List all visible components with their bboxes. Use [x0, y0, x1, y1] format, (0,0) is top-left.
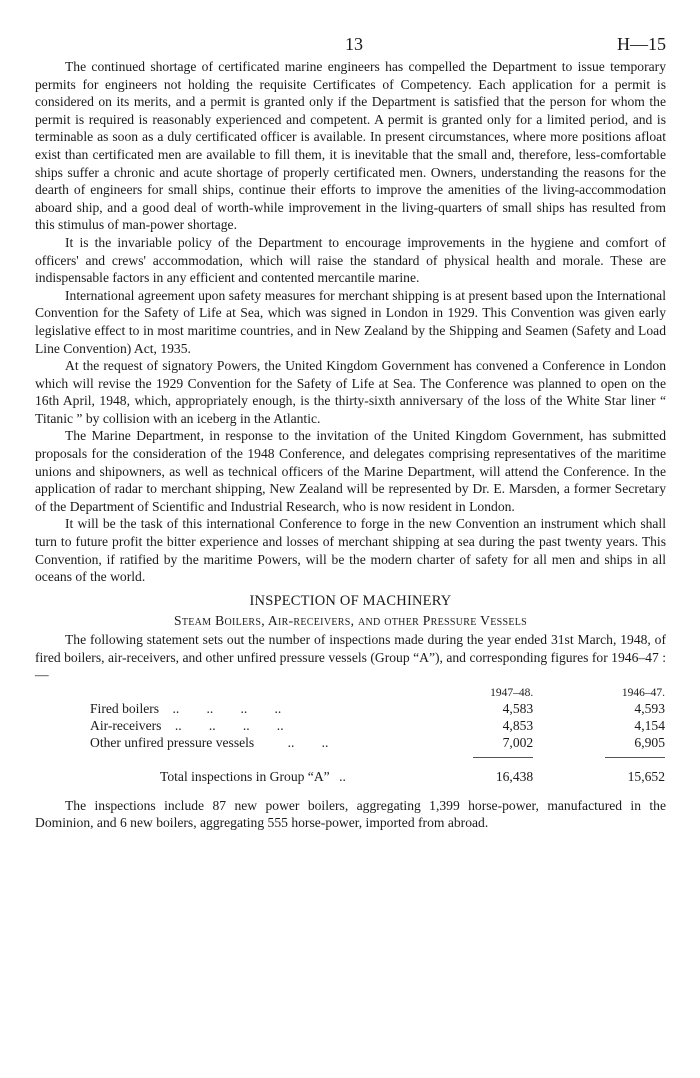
paragraph: It is the invariable policy of the Department to encourage improvements in the hygiene and comfort of officers' and crews' accommodation, which will raise the standard of physical health and morale. These are indispensable factors in any efficient and contented mercantile marine.	[35, 234, 666, 286]
value-1947-48: 7,002	[502, 734, 534, 750]
page-number: 13	[345, 34, 363, 54]
sum-rule-row	[90, 751, 665, 768]
paragraph: The continued shortage of certificated marine engineers has compelled the Department to issue temporary permits for engineers not holding the requisite Certificates of Competency. Each application for a permit is considered on its merits, and a permit is granted only if the Department is satisfied that the person for whom the permit is required is reasonably experienced and competent. A permit is granted only for a limited period, and is terminable as soon as a duly certificated officer is available. In present circumstances, where more positions afloat exist than certificated men are available to fill them, it is inevitable that the small and, therefore, less-comfortable ships suffer a chronic and acute shortage of properly certificated men. Owners, understanding the reasons for the dearth of engineers for small ships, continue their efforts to improve the amenities of the living-accommodation aboard ship, and a good deal of worth-while improvement in the living-quarters of small ships has resulted from this stimulus of man-power shortage.	[35, 59, 666, 233]
table-row	[90, 734, 665, 751]
row-label: Air-receivers	[90, 717, 162, 733]
sum-rule	[473, 757, 533, 764]
row-label: Fired boilers	[90, 700, 160, 716]
dot-leader: ..	[339, 768, 346, 784]
column-header: 1946–47.	[621, 686, 665, 699]
column-header: 1947–48.	[490, 686, 534, 699]
table-row	[90, 717, 665, 734]
inspection-table	[90, 686, 665, 785]
paragraph: At the request of signatory Powers, the United Kingdom Government has convened a Conference in London which will revise the 1929 Convention for the Safety of Life at Sea. The Conference was planned to open on the 16th April, 1948, which, appropriately enough, is the thirty-sixth anniversary of the loss of the White Star liner “ Titanic ” by collision with an iceberg in the Atlantic.	[35, 358, 666, 426]
total-1947-48: 16,438	[495, 768, 534, 784]
paragraph: It will be the task of this international Conference to forge in the new Convention an instrument which shall turn to future profit the bitter experience and losses of merchant shipping at sea during the past twenty years. This Convention, if ratified by the maritime Powers, will be the modern charter of safety for all men and ships in all oceans of the world.	[35, 516, 666, 585]
table-header-row	[90, 686, 665, 700]
total-row	[90, 768, 665, 785]
dot-leader: .. .. .. ..	[172, 700, 282, 716]
dot-leader: .. .. .. ..	[174, 717, 284, 733]
section-heading: INSPECTION OF MACHINERY	[249, 592, 452, 609]
paragraph: The Marine Department, in response to the invitation of the United Kingdom Government, has submitted proposals for the consideration of the 1948 Conference, and delegates comprising representatives of the maritime unions and shipowners, as well as technical officers of the Marine Department, will attend the Conference. In the application of radar to merchant shipping, New Zealand will be represented by Dr. E. Marsden, a former Secretary of the Department of Scientific and Industrial Research, who is now resident in London.	[35, 428, 666, 514]
value-1947-48: 4,583	[502, 700, 534, 716]
value-1946-47: 6,905	[634, 734, 665, 750]
table-row	[90, 700, 665, 717]
value-1946-47: 4,154	[634, 717, 665, 733]
page-header	[35, 0, 666, 58]
dot-leader: .. ..	[287, 734, 329, 750]
total-1946-47: 15,652	[627, 768, 665, 784]
intro-paragraph: The following statement sets out the number of inspections made during the year ended 31st March, 1948, of fired boilers, air-receivers, and other unfired pressure vessels (Group “A”), and corresponding figures for 1946–47 :—	[35, 632, 666, 683]
value-1947-48: 4,853	[502, 717, 534, 733]
paragraph: International agreement upon safety measures for merchant shipping is at present based upon the International Convention for the Safety of Life at Sea, which was signed in London in 1929. This Convention was given early legislative effect to in most maritime countries, and in New Zealand by the Shipping and Seamen (Safety and Load Line Convention) Act, 1935.	[35, 287, 666, 356]
section-subheading: Steam Boilers, Air-receivers, and other Pressure Vessels	[173, 613, 528, 629]
series-code: H—15	[617, 34, 666, 54]
closing-paragraph: The inspections include 87 new power boilers, aggregating 1,399 horse-power, manufactured in the Dominion, and 6 new boilers, aggregating 555 horse-power, imported from abroad.	[35, 797, 666, 831]
value-1946-47: 4,593	[634, 700, 665, 716]
body-text	[35, 58, 666, 586]
total-label: Total inspections in Group “A”	[160, 768, 330, 784]
sum-rule	[605, 757, 665, 764]
row-label: Other unfired pressure vessels	[90, 734, 255, 750]
